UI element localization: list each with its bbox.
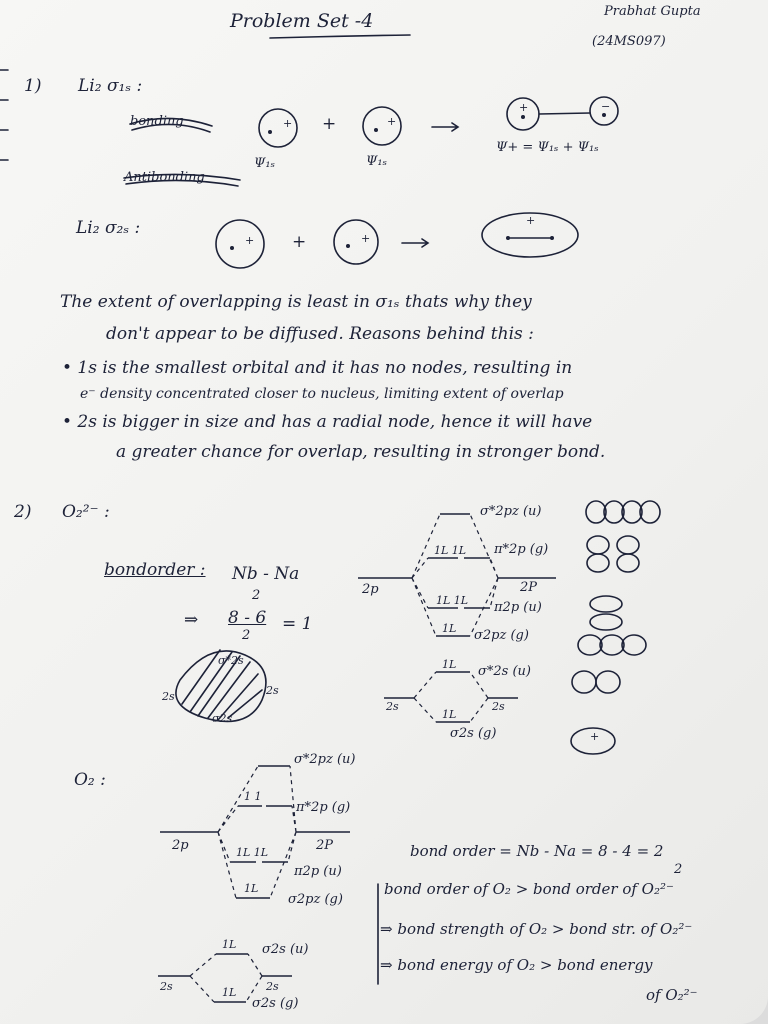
mo-label-s2s: σ2s (g) [450,726,497,741]
mo-label-s2pz: σ2pz (g) [474,628,529,643]
mo-label-2p-left: 2p [362,582,379,597]
calc-denominator: 2 [242,628,251,643]
o2-label-pi2p: π2p (u) [294,864,342,879]
title-underline [270,35,410,38]
plus-charge-icon: + [245,234,255,247]
mo-label-pi2p-star: π*2p (g) [494,542,549,557]
hatch-label-s2s-star: σ*2s [218,654,244,667]
plus-charge-icon: + [387,115,397,128]
bondorder-denominator: 2 [252,588,261,603]
margin-marks [0,70,8,160]
hatch-label-bottom: σ2s [212,712,233,725]
hatch-label-right: 2s [266,684,279,697]
bondorder-label: bondorder : [104,560,206,580]
o2-bond-order-denominator: 2 [674,862,683,877]
struck-bonding: bonding [130,114,184,129]
mo-label-2s-right: 2s [492,700,505,713]
page-title: Problem Set -4 [230,10,374,32]
q2-species: O₂²⁻ : [62,502,110,522]
comparison-3: ⇒ bond energy of O₂ > bond energy [380,956,653,974]
o2-label-s2pz-star: σ*2pz (u) [294,752,356,767]
mo-label-pi2p: π2p (u) [494,600,542,615]
o2-label-2s-left: 2s [160,980,173,993]
mo-label-2p-right: 2P [520,580,538,595]
psi-1s-b: Ψ₁ₛ [366,154,387,169]
o2-electrons-pi: 1L 1L [236,846,269,859]
electrons-sigma-p: 1L [442,622,457,635]
o2-electrons-sigma-s: 1L [222,986,237,999]
plus-charge-icon: + [526,214,536,227]
o2-electrons-sigma-p: 1L [244,882,259,895]
calc-result: = 1 [282,614,313,634]
o2-label-2s-right: 2s [266,980,279,993]
calc-arrow: ⇒ [184,610,199,630]
electrons-pi: 1L 1L [436,594,469,607]
plus-sign-1: + [322,114,337,134]
roll-number: (24MS097) [592,34,666,49]
o2-label-s2pz: σ2pz (g) [288,892,343,907]
plus-charge-icon: + [283,117,293,130]
electrons-pi-star: 1L 1L [434,544,467,557]
o2-label-pi2p-star: π*2p (g) [296,800,351,815]
plus-charge-icon: + [361,232,371,245]
arrow-1s [432,123,458,131]
li2-sigma1s-heading: Li₂ σ₁ₛ : [78,76,143,96]
q1-bullet-1a: • 1s is the smallest orbital and it has no nodes, resulting in [62,358,573,378]
q1-line-2: don't appear to be diffused. Reasons behind this : [106,324,534,344]
calc-numerator: 8 - 6 [228,608,267,628]
mo-label-s2pz-star: σ*2pz (u) [480,504,542,519]
arrow-2s [402,239,428,247]
electrons-sigma-s-star: 1L [442,658,457,671]
orbital-2s-a [216,220,264,268]
bondorder-formula: Nb - Na [232,564,300,584]
q1-number: 1) [24,76,42,96]
comparison-2: ⇒ bond strength of O₂ > bond str. of O₂²⁻ [380,920,693,938]
q2-number: 2) [14,502,32,522]
o2-label-s2s: σ2s (g) [252,996,299,1011]
o2-electrons-sigma-s-star: 1L [222,938,237,951]
li2-sigma2s-heading: Li₂ σ₂ₛ : [76,218,141,238]
plus-sign-2: + [292,232,307,252]
q3-species: O₂ : [74,770,106,790]
plus-charge-icon: + [590,730,600,743]
minus-charge-icon: − [601,100,611,113]
psi-sum: Ψ+ = Ψ₁ₛ + Ψ₁ₛ [496,140,599,155]
q1-bullet-2b: a greater chance for overlap, resulting in stronger bond. [116,442,606,462]
mo-label-2s-left: 2s [386,700,399,713]
o2-label-2p-left: 2p [172,838,189,853]
mo-label-s2s-star: σ*2s (u) [478,664,531,679]
o2-label-2p-right: 2P [316,838,334,853]
q1-bullet-1b: e⁻ density concentrated closer to nucleus, limiting extent of overlap [80,386,564,402]
o2-label-s2s-star: σ2s (u) [262,942,309,957]
author-name: Prabhat Gupta [604,4,701,19]
struck-antibonding: Antibonding [124,170,205,185]
comparison-1: bond order of O₂ > bond order of O₂²⁻ [384,880,674,898]
orbital-2s-b [334,220,378,264]
electrons-sigma-s: 1L [442,708,457,721]
o2-electrons-pi-star: 1 1 [244,790,262,803]
o2-bond-order: bond order = Nb - Na = 8 - 4 = 2 [410,842,664,860]
q1-line-1: The extent of overlapping is least in σ₁ₛ thats why they [60,292,532,312]
comparison-4: of O₂²⁻ [646,986,698,1004]
psi-1s-a: Ψ₁ₛ [254,156,275,171]
hatch-label-left: 2s [162,690,175,703]
q1-bullet-2a: • 2s is bigger in size and has a radial node, hence it will have [62,412,593,432]
plus-charge-icon: + [519,101,529,114]
